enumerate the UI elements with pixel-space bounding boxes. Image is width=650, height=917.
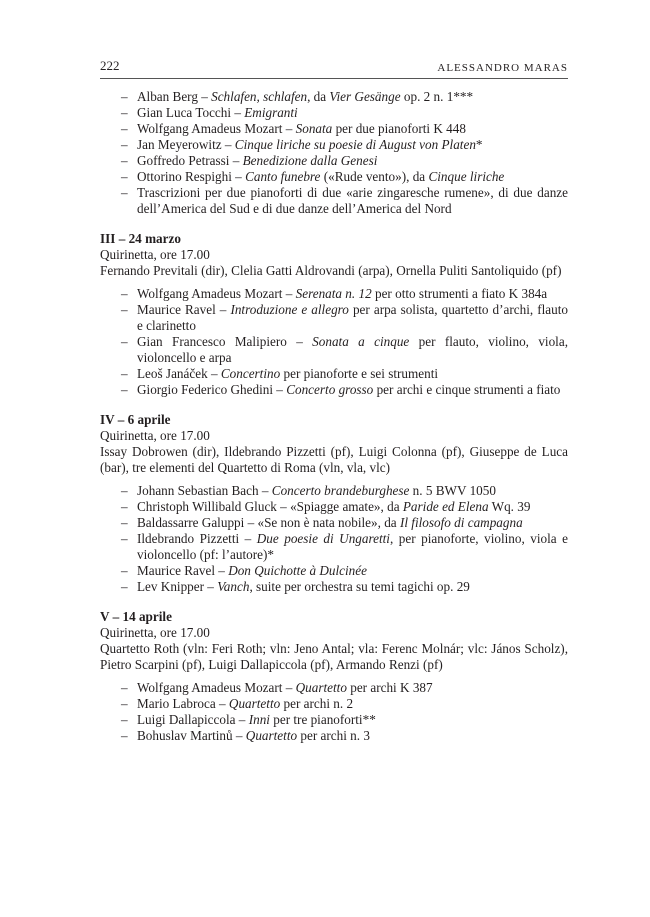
item-text: Christoph Willibald Gluck – «Spiagge amate», da bbox=[137, 499, 403, 514]
work-title: Concerto brandeburghese bbox=[271, 483, 410, 498]
program-item bbox=[100, 137, 568, 153]
program-item bbox=[100, 563, 568, 579]
item-text: Wolfgang Amadeus Mozart – bbox=[137, 121, 296, 136]
item-text: Jan Meyerowitz – bbox=[137, 137, 235, 152]
item-text: Johann Sebastian Bach – bbox=[137, 483, 272, 498]
item-text: Baldassarre Galuppi – «Se non è nata nobile», da bbox=[137, 515, 400, 530]
list-dash: – bbox=[121, 712, 128, 727]
item-text: n. 5 BWV 1050 bbox=[409, 483, 496, 498]
item-text: Maurice Ravel – bbox=[137, 302, 231, 317]
list-dash: – bbox=[121, 185, 128, 200]
item-text: Alban Berg – bbox=[137, 89, 212, 104]
program-item bbox=[100, 366, 568, 382]
program-item bbox=[100, 531, 568, 563]
item-text: op. 2 n. 1*** bbox=[400, 89, 474, 104]
item-text: Wq. 39 bbox=[488, 499, 531, 514]
work-title: Introduzione e allegro bbox=[230, 302, 349, 317]
item-text: , da bbox=[307, 89, 330, 104]
work-title: Concerto grosso bbox=[286, 382, 374, 397]
list-dash: – bbox=[121, 515, 128, 530]
item-text: Leoš Janáček – bbox=[137, 366, 221, 381]
item-text: per flauto, violino, viola, violoncello e arpa bbox=[137, 334, 568, 365]
concert-title: IV – 6 aprile bbox=[100, 412, 171, 427]
work-title: Benedizione dalla Genesi bbox=[242, 153, 378, 168]
item-text: Gian Francesco Malipiero – bbox=[137, 334, 313, 349]
item-text: per arpa solista, quartetto d’archi, flauto e clarinetto bbox=[137, 302, 568, 333]
program-item bbox=[100, 382, 568, 398]
concert-performers: Issay Dobrowen (dir), Ildebrando Pizzetti (pf), Luigi Colonna (pf), Giuseppe de Luca (bar), tre elementi del Quartetto di Roma (vln, vla, vlc) bbox=[100, 444, 568, 475]
work-title: Canto funebre bbox=[245, 169, 321, 184]
list-dash: – bbox=[121, 483, 128, 498]
work-title: Paride ed Elena bbox=[402, 499, 489, 514]
concert-performers: Fernando Previtali (dir), Clelia Gatti Aldrovandi (arpa), Ornella Puliti Santoliquido (pf) bbox=[100, 263, 562, 278]
program-item bbox=[100, 696, 568, 712]
program-item bbox=[100, 680, 568, 696]
work-title: Don Quichotte à Dulcinée bbox=[228, 563, 367, 578]
concert-section bbox=[100, 231, 568, 398]
item-text: («Rude vento»), da bbox=[320, 169, 429, 184]
item-text: , per pianoforte, violino, viola e violoncello (pf: l’autore)* bbox=[137, 531, 568, 562]
work-title: Inni bbox=[248, 712, 270, 727]
item-text: per archi K 387 bbox=[346, 680, 433, 695]
list-dash: – bbox=[121, 334, 128, 349]
concert-title: V – 14 aprile bbox=[100, 609, 172, 624]
item-text: Gian Luca Tocchi – bbox=[137, 105, 245, 120]
concert-venue: Quirinetta, ore 17.00 bbox=[100, 247, 210, 262]
item-text: , suite per orchestra su temi tagichi op. 29 bbox=[249, 579, 470, 594]
concert-section bbox=[100, 412, 568, 595]
work-title: Schlafen, schlafen bbox=[211, 89, 308, 104]
list-dash: – bbox=[121, 366, 128, 381]
program-item bbox=[100, 121, 568, 137]
item-text: Luigi Dallapiccola – bbox=[137, 712, 249, 727]
list-dash: – bbox=[121, 579, 128, 594]
page-number: 222 bbox=[100, 58, 120, 73]
work-title: Emigranti bbox=[244, 105, 298, 120]
concert-venue: Quirinetta, ore 17.00 bbox=[100, 428, 210, 443]
work-title: Sonata a cinque bbox=[312, 334, 410, 349]
list-dash: – bbox=[121, 153, 128, 168]
work-title: Cinque liriche bbox=[428, 169, 505, 184]
page bbox=[100, 58, 568, 744]
item-text: Maurice Ravel – bbox=[137, 563, 229, 578]
concert-venue: Quirinetta, ore 17.00 bbox=[100, 625, 210, 640]
work-title: Serenata n. 12 bbox=[295, 286, 372, 301]
program-item bbox=[100, 712, 568, 728]
item-text: Trascrizioni per due pianoforti di due «arie zingaresche rumene», di due danze dell’America del Sud e di due danze dell’America del Nord bbox=[137, 185, 568, 216]
concert-title: III – 24 marzo bbox=[100, 231, 181, 246]
item-text: Giorgio Federico Ghedini – bbox=[137, 382, 287, 397]
list-dash: – bbox=[121, 563, 128, 578]
item-text: per tre pianoforti** bbox=[269, 712, 376, 727]
work-title: Quartetto bbox=[245, 728, 298, 743]
work-title: Due poesie di Ungaretti bbox=[256, 531, 390, 546]
work-title: Concertino bbox=[220, 366, 281, 381]
program-item bbox=[100, 105, 568, 121]
list-dash: – bbox=[121, 680, 128, 695]
list-dash: – bbox=[121, 89, 128, 104]
item-text: per archi e cinque strumenti a fiato bbox=[373, 382, 561, 397]
work-title: Quartetto bbox=[295, 680, 347, 695]
item-text: Lev Knipper – bbox=[137, 579, 218, 594]
concert-performers: Quartetto Roth (vln: Feri Roth; vln: Jeno Antal; vla: Ferenc Molnár; vlc: János Scholz), Pietro Scarpini (pf), Luigi Dallapiccola (pf), Armando Renzi (pf) bbox=[100, 641, 568, 672]
list-dash: – bbox=[121, 121, 128, 136]
work-title: Cinque liriche su poesie di August von Platen bbox=[234, 137, 476, 152]
list-dash: – bbox=[121, 137, 128, 152]
item-text: Goffredo Petrassi – bbox=[137, 153, 243, 168]
list-dash: – bbox=[121, 169, 128, 184]
item-text: Ottorino Respighi – bbox=[137, 169, 246, 184]
list-dash: – bbox=[121, 286, 128, 301]
item-text: per due pianoforti K 448 bbox=[332, 121, 466, 136]
concert-program-list bbox=[100, 680, 568, 744]
item-text: per otto strumenti a fiato K 384a bbox=[371, 286, 548, 301]
program-item bbox=[100, 89, 568, 105]
item-text: Wolfgang Amadeus Mozart – bbox=[137, 286, 296, 301]
item-text: Ildebrando Pizzetti – bbox=[137, 531, 257, 546]
list-dash: – bbox=[121, 302, 128, 317]
program-item bbox=[100, 579, 568, 595]
item-text: per archi n. 3 bbox=[297, 728, 370, 743]
program-item bbox=[100, 483, 568, 499]
item-text: Bohuslav Martinů – bbox=[137, 728, 246, 743]
work-title: Quartetto bbox=[228, 696, 281, 711]
program-item bbox=[100, 185, 568, 217]
running-head-author: ALESSANDRO MARAS bbox=[437, 62, 568, 74]
work-title: Vanch bbox=[217, 579, 250, 594]
concert-program-list bbox=[100, 286, 568, 398]
running-header bbox=[100, 58, 568, 79]
concert-program-list bbox=[100, 483, 568, 595]
list-dash: – bbox=[121, 728, 128, 743]
item-text: * bbox=[475, 137, 483, 152]
item-text: per pianoforte e sei strumenti bbox=[280, 366, 439, 381]
item-text: Mario Labroca – bbox=[137, 696, 229, 711]
item-text: per archi n. 2 bbox=[280, 696, 354, 711]
work-title: Sonata bbox=[295, 121, 333, 136]
program-item bbox=[100, 334, 568, 366]
program-item bbox=[100, 169, 568, 185]
list-dash: – bbox=[121, 382, 128, 397]
list-dash: – bbox=[121, 105, 128, 120]
program-item bbox=[100, 515, 568, 531]
work-title: Il filosofo di campagna bbox=[399, 515, 523, 530]
list-dash: – bbox=[121, 531, 128, 546]
program-item bbox=[100, 728, 568, 744]
program-item bbox=[100, 302, 568, 334]
program-item bbox=[100, 153, 568, 169]
list-dash: – bbox=[121, 499, 128, 514]
program-item bbox=[100, 286, 568, 302]
program-item bbox=[100, 499, 568, 515]
concerts bbox=[100, 231, 568, 744]
work-title: Vier Gesänge bbox=[329, 89, 401, 104]
intro-program-list bbox=[100, 89, 568, 217]
concert-section bbox=[100, 609, 568, 744]
list-dash: – bbox=[121, 696, 128, 711]
item-text: Wolfgang Amadeus Mozart – bbox=[137, 680, 296, 695]
